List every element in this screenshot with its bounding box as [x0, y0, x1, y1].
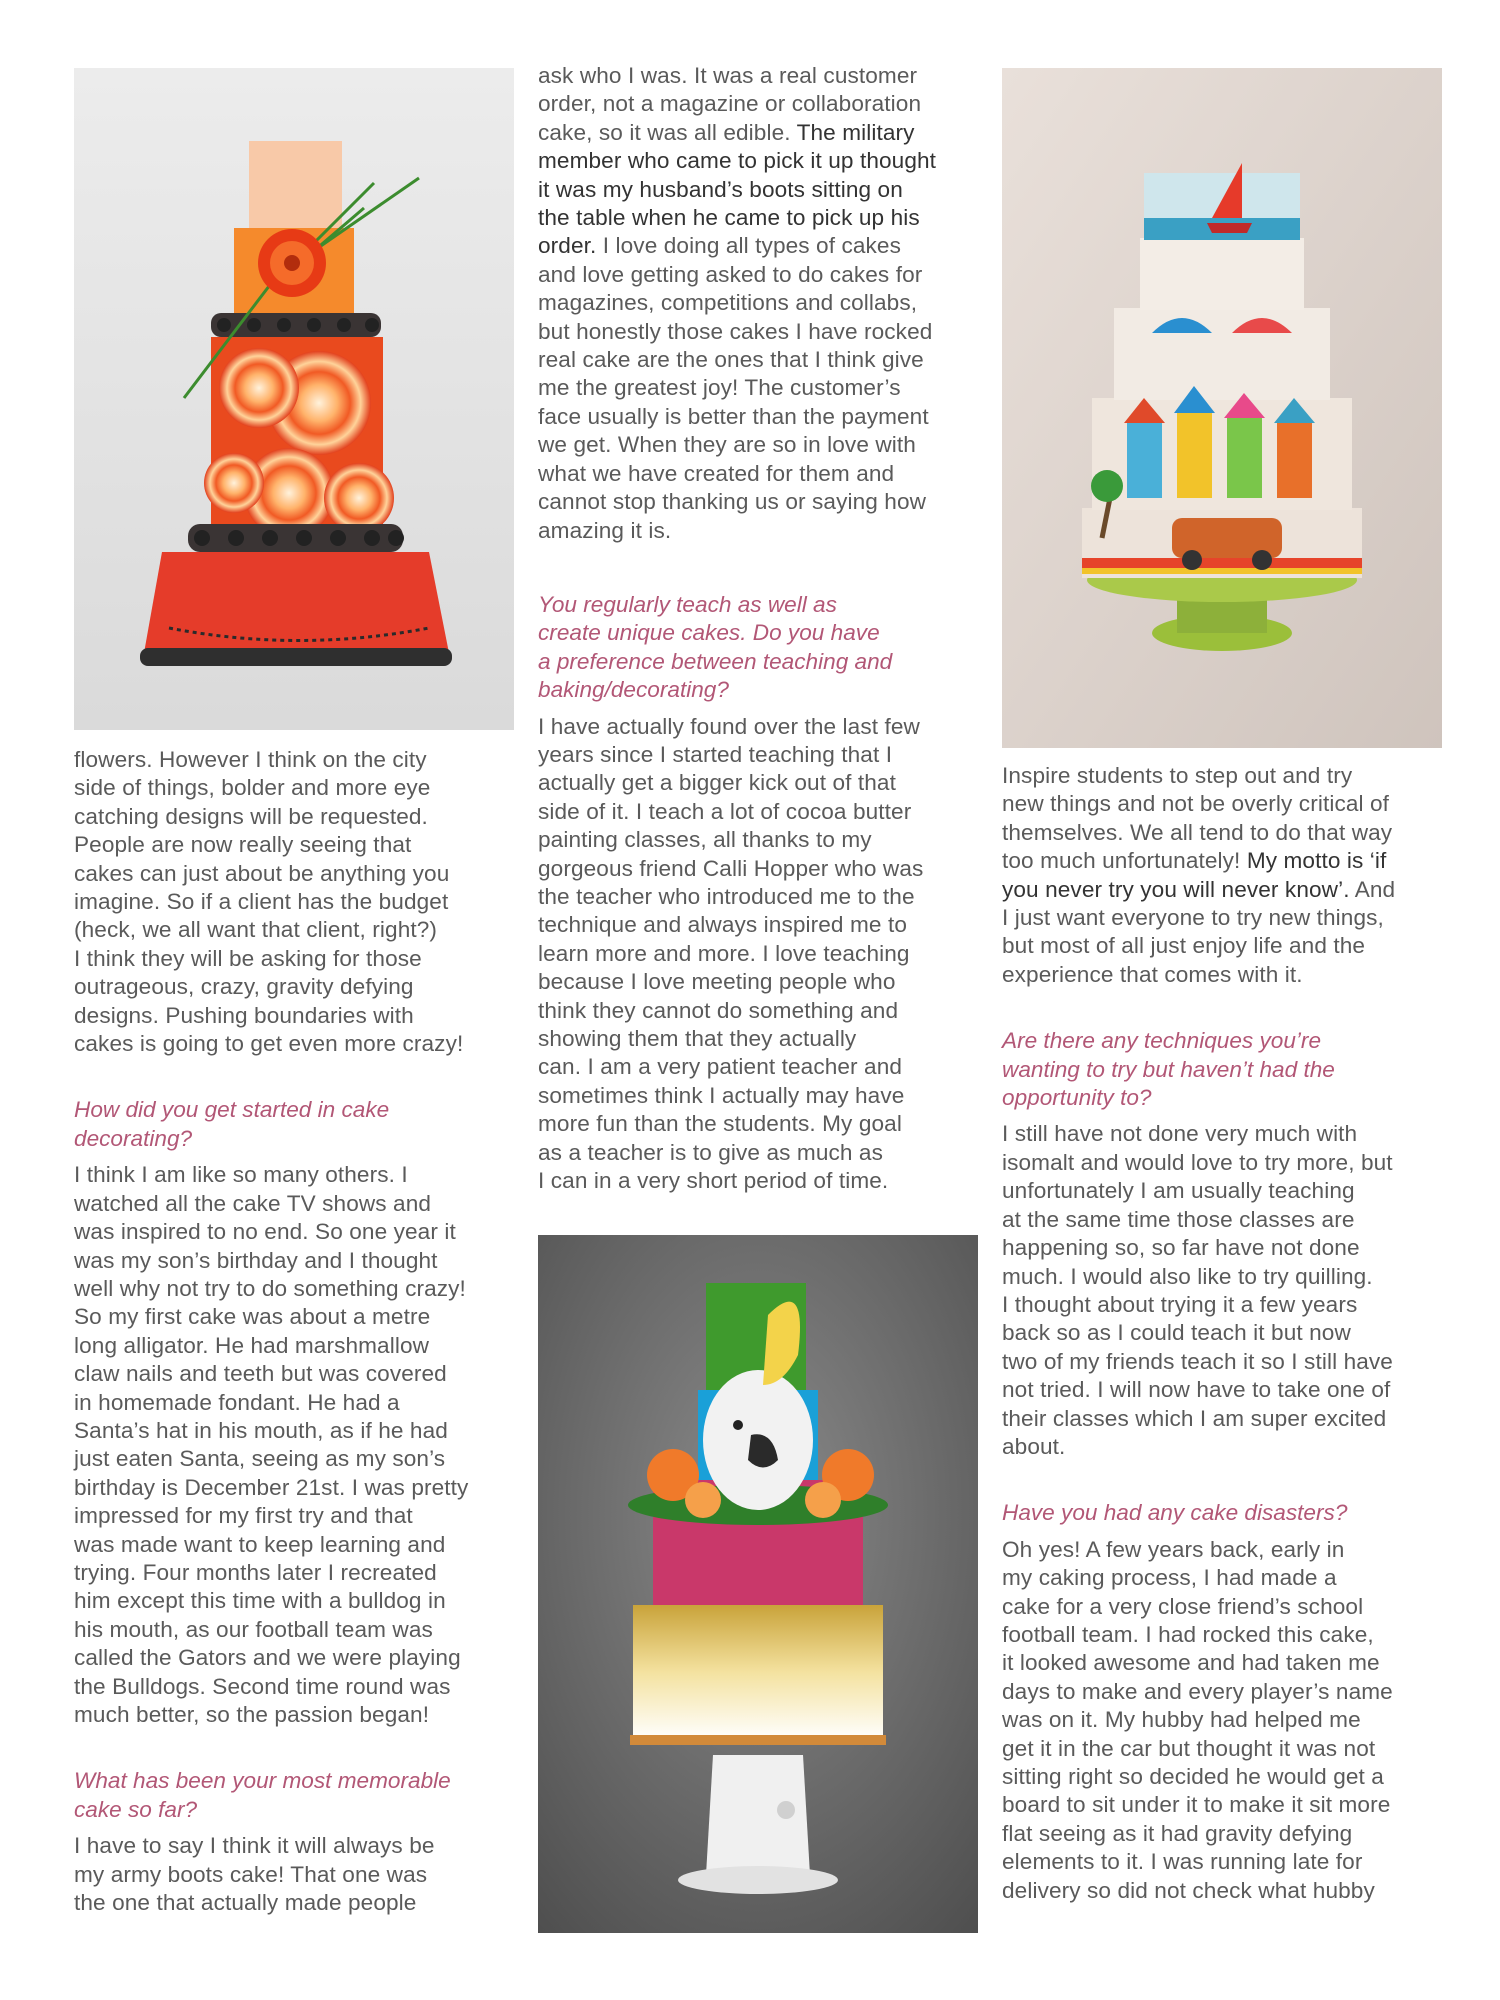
column-left: [74, 68, 514, 1917]
emphasis-boots-story: The military member who came to pick it up thought it was my husband’s boots sitting on the table when he came to pick up his order.: [538, 119, 937, 259]
question-memorable-cake: What has been your most memorable cake so far?: [74, 1768, 451, 1822]
text-run: And I just want everyone to try new things, but most of all just enjoy life and the experience that comes with it.: [1002, 876, 1396, 987]
answer-techniques: I still have not done very much with isomalt and would love to try more, but unfortunately I am usually teaching at the same time those classes are happening so, so far have not done much. I would also like to try quilling. I thought about trying it a few years back so as I could teach it but now two of my friends teach it so I still have not tried. I will now have to take one of their classes which I am super excited about.: [1002, 1121, 1393, 1459]
question-teaching: You regularly teach as well as create unique cakes. Do you have a preference between teaching and baking/decorating?: [538, 591, 893, 703]
answer-disasters: Oh yes! A few years back, early in my caking process, I had made a cake for a very close friend’s school football team. I had rocked this cake, it looked awesome and had taken me days to make and every player’s name was on it. My hubby had helped me get it in the car but thought it was not sitting right so decided he would get a board to sit under it to make it sit more flat seeing as it had gravity defying elements to it. I was running late for delivery so did not check what hubby: [1002, 1536, 1393, 1903]
answer-future-trends: flowers. However I think on the city side of things, bolder and more eye catching designs will be requested. People are now really seeing that cakes can just about be anything you imagine. So if a client has the budget (heck, we all want that client, right?) I think they will be asking for those outrageous, crazy, gravity defying designs. Pushing boundaries with cakes is going to get even more crazy!: [74, 747, 464, 1057]
orange-circles-cake-photo: [74, 68, 514, 730]
column-right: [1002, 68, 1446, 1905]
answer-memorable-cake-start: I have to say I think it will always be my army boots cake! That one was the one that actually made people: [74, 1833, 435, 1916]
answer-memorable-cake-continued: [538, 62, 982, 545]
question-getting-started: How did you get started in cake decorating?: [74, 1097, 390, 1151]
text-run: Inspire students to step out and try new things and not be overly critical of themselves. We all tend to do that way too much unfortunately!: [1002, 763, 1393, 874]
question-disasters: Have you had any cake disasters?: [1002, 1500, 1348, 1526]
answer-getting-started: I think I am like so many others. I watched all the cake TV shows and was inspired to no end. So one year it was my son’s birthday and I thought well why not try to do something crazy! So my first cake was about a metre long alligator. He had marshmallow claw nails and teeth but was covered in homemade fondant. He had a Santa’s hat in his mouth, as if he had just eaten Santa, seeing as my son’s birthday is December 21st. I was pretty impressed for my first try and that was made want to keep learning and trying. Four months later I recreated him except this time with a bulldog in his mouth, as our football team was called the Gators and we were playing the Bulldogs. Second time round was much better, so the passion began!: [74, 1162, 469, 1727]
answer-teaching-continued: [1002, 762, 1446, 989]
answer-teaching: I have actually found over the last few years since I started teaching that I actually get a bigger kick out of that side of it. I teach a lot of cocoa butter painting classes, all thanks to my gorgeous friend Calli Hopper who was the teacher who introduced me to the technique and always inspired me to learn more and more. I love teaching because I love meeting people who think they cannot do something and showing them that they actually can. I am a very patient teacher and sometimes think I actually may have more fun than the students. My goal as a teacher is to give as much as I can in a very short period of time.: [538, 713, 924, 1194]
beach-huts-cake-photo: [1002, 68, 1442, 748]
text-run: I love doing all types of cakes and love getting asked to do cakes for magazines, competitions and collabs, but honestly those cakes I have rocked real cake are the ones that I think give me the greatest joy! The customer’s face usually is better than the payment we get. When they are so in love with what we have created for them and cannot stop thanking us or saying how amazing it is.: [538, 233, 933, 543]
text-run: ask who I was. It was a real customer order, not a magazine or collaboration cake, so it was all edible.: [538, 63, 922, 145]
cockatoo-cake-photo: [538, 1235, 978, 1933]
column-middle: [538, 62, 982, 1933]
emphasis-motto: My motto is ‘if you never try you will never know’.: [1002, 848, 1387, 902]
question-techniques: Are there any techniques you’re wanting to try but haven’t had the opportunity to?: [1002, 1028, 1335, 1111]
